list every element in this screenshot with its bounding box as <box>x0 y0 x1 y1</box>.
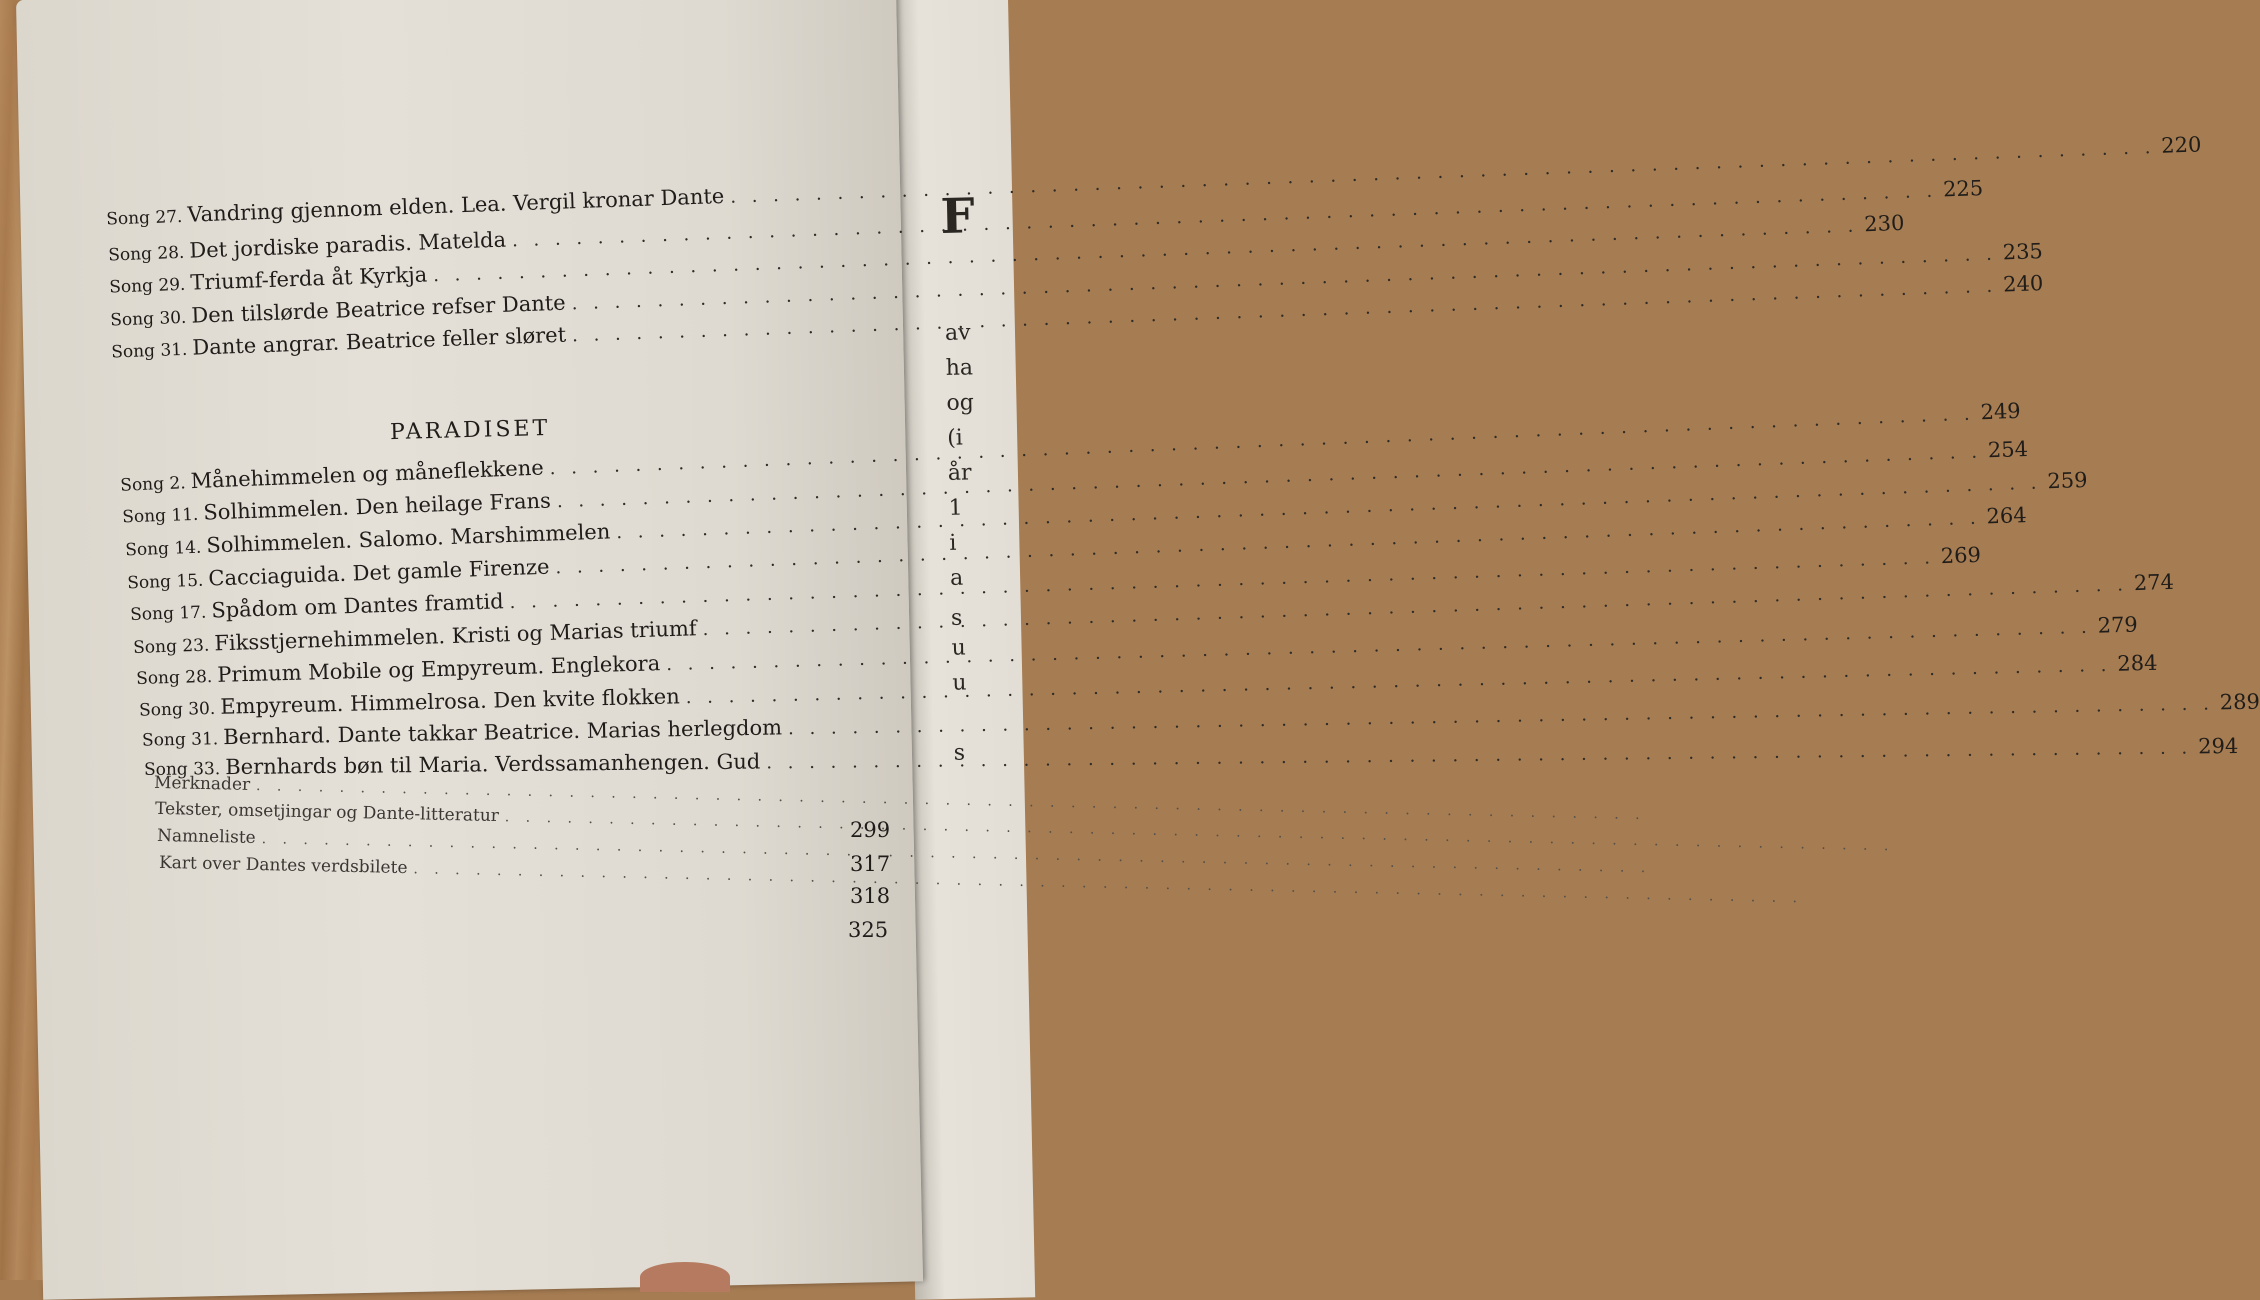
back-matter-page-number: 299 <box>850 818 891 842</box>
entry-title: Namneliste <box>156 825 256 848</box>
right-page-line: u <box>951 635 967 661</box>
song-number: Song 30. <box>138 698 216 721</box>
song-number: Song 2. <box>119 473 187 496</box>
page-number: 264 <box>1986 503 2028 529</box>
entry-title: Bernhard. Dante takkar Beatrice. Marias herlegdom <box>223 715 783 750</box>
song-number: Song 29. <box>108 274 186 298</box>
entry-title: Kart over Dantes verdsbilete <box>158 852 408 879</box>
right-page-line: u <box>952 670 967 696</box>
right-page-line: (i <box>946 425 964 451</box>
entry-title: Cacciaguida. Det gamle Firenze <box>208 554 550 591</box>
page-number: 249 <box>1980 398 2022 425</box>
page-number: 230 <box>1863 210 1905 237</box>
entry-title: Dante angrar. Beatrice feller sløret <box>192 322 567 360</box>
page-number: 269 <box>1940 542 1982 569</box>
page-number: 240 <box>2002 271 2044 297</box>
entry-title: Den tilslørde Beatrice refser Dante <box>191 290 567 328</box>
right-page-line: av <box>944 320 971 346</box>
song-number: Song 33. <box>143 759 221 780</box>
entry-title: Triumf-ferda åt Kyrkja <box>190 262 428 295</box>
entry-title: Bernhards bøn til Maria. Verdssamanhengen. Gud <box>225 749 761 780</box>
song-number: Song 27. <box>105 206 183 230</box>
page-number: 254 <box>1987 436 2029 463</box>
back-matter-page-number: 318 <box>850 884 891 908</box>
page-number: 274 <box>2133 569 2175 596</box>
song-number: Song 31. <box>141 729 219 751</box>
right-page-line: og <box>946 390 975 416</box>
song-number: Song 31. <box>110 339 188 363</box>
entry-title: Det jordiske paradis. Matelda <box>189 227 507 263</box>
back-matter-page-number: 325 <box>848 918 889 942</box>
song-number: Song 30. <box>109 307 187 331</box>
entry-title: Vandring gjennom elden. Lea. Vergil kronar Dante <box>187 183 725 227</box>
right-page-line: s <box>953 740 966 766</box>
page-number: 235 <box>2002 239 2044 265</box>
song-number: Song 15. <box>126 570 204 594</box>
entry-title: Solhimmelen. Salomo. Marshimmelen <box>206 519 611 558</box>
page-number: 259 <box>2046 467 2088 494</box>
song-number: Song 28. <box>135 666 213 689</box>
entry-title: Tekster, omsetjingar og Dante-litteratur <box>154 798 500 827</box>
song-number: Song 14. <box>124 537 202 561</box>
right-page-line: s <box>950 605 963 631</box>
right-page-line: a <box>949 565 964 591</box>
entry-title: Solhimmelen. Den heilage Frans <box>203 488 552 525</box>
right-page-line: 1 <box>948 495 963 521</box>
right-page-line: år <box>947 460 972 486</box>
entry-title: Primum Mobile og Empyreum. Englekora <box>217 651 661 687</box>
song-number: Song 23. <box>132 635 210 658</box>
song-number: Song 17. <box>129 602 207 625</box>
song-number: Song 11. <box>121 504 199 528</box>
thumb <box>640 1262 730 1292</box>
entry-title: Spådom om Dantes framtid <box>211 589 504 623</box>
section-heading: PARADISET <box>389 415 551 446</box>
entry-title: Empyreum. Himmelrosa. Den kvite flokken <box>220 684 680 719</box>
page-number: 225 <box>1942 176 1984 202</box>
entry-title: Månehimmelen og måneflekkene <box>190 455 545 494</box>
page-number: 220 <box>2160 132 2202 158</box>
page-number: 284 <box>2117 650 2158 676</box>
page-number: 289 <box>2219 689 2260 715</box>
entry-title: Merknader <box>153 772 251 795</box>
right-page-line: i <box>949 530 957 556</box>
right-page-initial: F <box>939 188 976 245</box>
back-matter-page-number: 317 <box>850 852 891 876</box>
entry-title: Fiksstjernehimmelen. Kristi og Marias triumf <box>214 616 697 656</box>
song-number: Song 28. <box>107 242 185 266</box>
page-number: 279 <box>2097 612 2139 638</box>
page-number: 294 <box>2198 734 2239 759</box>
right-page-line: ha <box>945 355 974 381</box>
